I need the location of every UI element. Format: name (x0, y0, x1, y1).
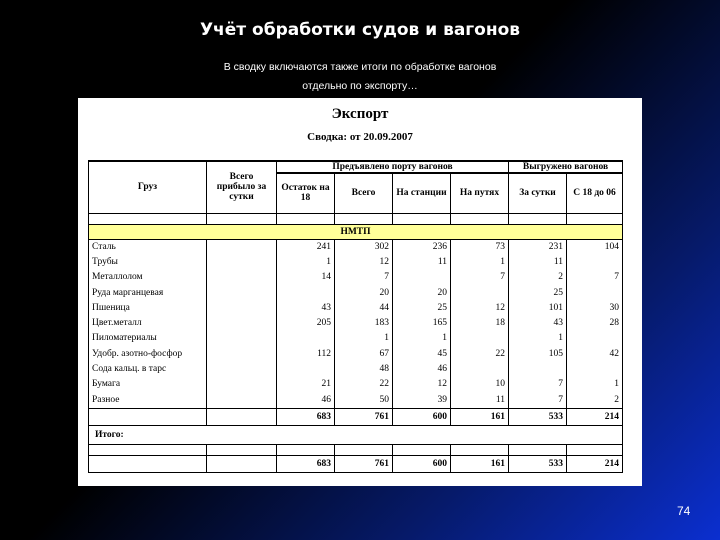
value-cell: 2 (567, 392, 623, 408)
spacer-row (89, 213, 623, 224)
value-cell (509, 362, 567, 377)
value-cell (207, 239, 277, 255)
document-image (78, 98, 642, 486)
value-cell: 44 (335, 301, 393, 316)
value-cell: 1 (451, 255, 509, 270)
value-cell: 11 (393, 255, 451, 270)
value-cell (207, 362, 277, 377)
table-row (89, 316, 623, 331)
value-cell: 14 (277, 270, 335, 285)
value-cell (277, 331, 335, 346)
value-cell: 30 (567, 301, 623, 316)
value-cell (207, 331, 277, 346)
itogo-row (89, 425, 623, 444)
value-cell: 104 (567, 239, 623, 255)
value-cell (207, 347, 277, 362)
total-row (89, 455, 623, 472)
header-row-1 (89, 161, 623, 173)
header-total: Всего (335, 173, 393, 213)
subtotal-cell: 533 (509, 408, 567, 425)
value-cell (207, 392, 277, 408)
table-row (89, 392, 623, 408)
value-cell: 7 (509, 392, 567, 408)
table-row (89, 301, 623, 316)
total-cell: 214 (567, 455, 623, 472)
value-cell: 50 (335, 392, 393, 408)
cargo-name-cell: Сталь (89, 239, 207, 255)
header-cargo: Груз (89, 161, 207, 213)
cargo-name-cell: Цвет.металл (89, 316, 207, 331)
value-cell: 105 (509, 347, 567, 362)
value-cell: 28 (567, 316, 623, 331)
value-cell: 205 (277, 316, 335, 331)
table-row (89, 255, 623, 270)
value-cell: 12 (335, 255, 393, 270)
value-cell: 165 (393, 316, 451, 331)
cargo-name-cell: Сода кальц. в тарс (89, 362, 207, 377)
value-cell: 101 (509, 301, 567, 316)
total-cell: 533 (509, 455, 567, 472)
document-subtitle: Сводка: от 20.09.2007 (307, 131, 413, 143)
value-cell: 46 (393, 362, 451, 377)
cargo-name-cell: Разное (89, 392, 207, 408)
header-remainder: Остаток на 18 (277, 173, 335, 213)
value-cell: 25 (509, 285, 567, 300)
value-cell (451, 331, 509, 346)
value-cell: 73 (451, 239, 509, 255)
subtotal-cell: 214 (567, 408, 623, 425)
header-at-station: На станции (393, 173, 451, 213)
value-cell (393, 270, 451, 285)
value-cell: 20 (335, 285, 393, 300)
slide-subtitle (0, 58, 720, 96)
value-cell (207, 255, 277, 270)
table-row (89, 331, 623, 346)
table-row (89, 362, 623, 377)
value-cell: 1 (393, 331, 451, 346)
header-since: С 18 до 06 (567, 173, 623, 213)
value-cell: 18 (451, 316, 509, 331)
value-cell (451, 285, 509, 300)
value-cell: 7 (509, 377, 567, 392)
value-cell: 7 (451, 270, 509, 285)
slide-title: Учёт обработки судов и вагонов (199, 20, 521, 40)
value-cell: 46 (277, 392, 335, 408)
value-cell (277, 362, 335, 377)
subtotal-cell: 683 (277, 408, 335, 425)
value-cell: 39 (393, 392, 451, 408)
value-cell (567, 331, 623, 346)
value-cell: 7 (567, 270, 623, 285)
value-cell (207, 301, 277, 316)
header-on-tracks: На путях (451, 173, 509, 213)
total-cell: 761 (335, 455, 393, 472)
value-cell: 22 (451, 347, 509, 362)
value-cell: 12 (393, 377, 451, 392)
table-row (89, 270, 623, 285)
subtotal-row (89, 408, 623, 425)
header-per-day: За сутки (509, 173, 567, 213)
subtotal-cell: 600 (393, 408, 451, 425)
cargo-name-cell: Металлолом (89, 270, 207, 285)
value-cell: 25 (393, 301, 451, 316)
value-cell: 43 (509, 316, 567, 331)
value-cell: 231 (509, 239, 567, 255)
header-total-arrived: Всего прибыло за сутки (207, 161, 277, 213)
value-cell (207, 316, 277, 331)
cargo-name-cell: Руда марганцевая (89, 285, 207, 300)
value-cell: 236 (393, 239, 451, 255)
value-cell: 1 (335, 331, 393, 346)
value-cell: 48 (335, 362, 393, 377)
value-cell (451, 362, 509, 377)
table-row (89, 239, 623, 255)
subtitle-line-1: В сводку включаются также итоги по обработке вагонов (223, 61, 497, 73)
value-cell (207, 270, 277, 285)
cargo-name-cell: Удобр. азотно-фосфор (89, 347, 207, 362)
cargo-name-cell: Пшеница (89, 301, 207, 316)
total-cell: 600 (393, 455, 451, 472)
value-cell: 12 (451, 301, 509, 316)
subtotal-cell: 161 (451, 408, 509, 425)
value-cell: 1 (277, 255, 335, 270)
value-cell: 43 (277, 301, 335, 316)
spacer-row (89, 444, 623, 455)
value-cell (567, 285, 623, 300)
table-row (89, 377, 623, 392)
value-cell: 1 (567, 377, 623, 392)
value-cell (567, 362, 623, 377)
page-number: 74 (677, 504, 691, 518)
total-cell: 683 (277, 455, 335, 472)
value-cell: 183 (335, 316, 393, 331)
subtitle-line-2: отдельно по экспорту… (302, 80, 418, 92)
value-cell: 21 (277, 377, 335, 392)
value-cell: 112 (277, 347, 335, 362)
value-cell: 42 (567, 347, 623, 362)
cargo-name-cell: Бумага (89, 377, 207, 392)
value-cell: 22 (335, 377, 393, 392)
value-cell: 20 (393, 285, 451, 300)
table-row (89, 285, 623, 300)
header-presented-group: Предъявлено порту вагонов (277, 161, 509, 173)
value-cell: 11 (451, 392, 509, 408)
value-cell: 67 (335, 347, 393, 362)
value-cell: 2 (509, 270, 567, 285)
value-cell (277, 285, 335, 300)
section-row (89, 224, 623, 239)
value-cell: 1 (509, 331, 567, 346)
value-cell: 302 (335, 239, 393, 255)
value-cell: 7 (335, 270, 393, 285)
cargo-name-cell: Трубы (89, 255, 207, 270)
export-table (88, 160, 623, 473)
total-cell: 161 (451, 455, 509, 472)
itogo-label: Итого: (89, 425, 623, 444)
document-title: Экспорт (331, 106, 389, 122)
cargo-name-cell: Пиломатериалы (89, 331, 207, 346)
data-rows (89, 239, 623, 408)
value-cell (207, 377, 277, 392)
table-row (89, 347, 623, 362)
value-cell (207, 285, 277, 300)
value-cell: 11 (509, 255, 567, 270)
header-unloaded-group: Выгружено вагонов (509, 161, 623, 173)
value-cell: 45 (393, 347, 451, 362)
value-cell (567, 255, 623, 270)
subtotal-cell: 761 (335, 408, 393, 425)
section-label: НМТП (89, 224, 623, 239)
value-cell: 10 (451, 377, 509, 392)
value-cell: 241 (277, 239, 335, 255)
